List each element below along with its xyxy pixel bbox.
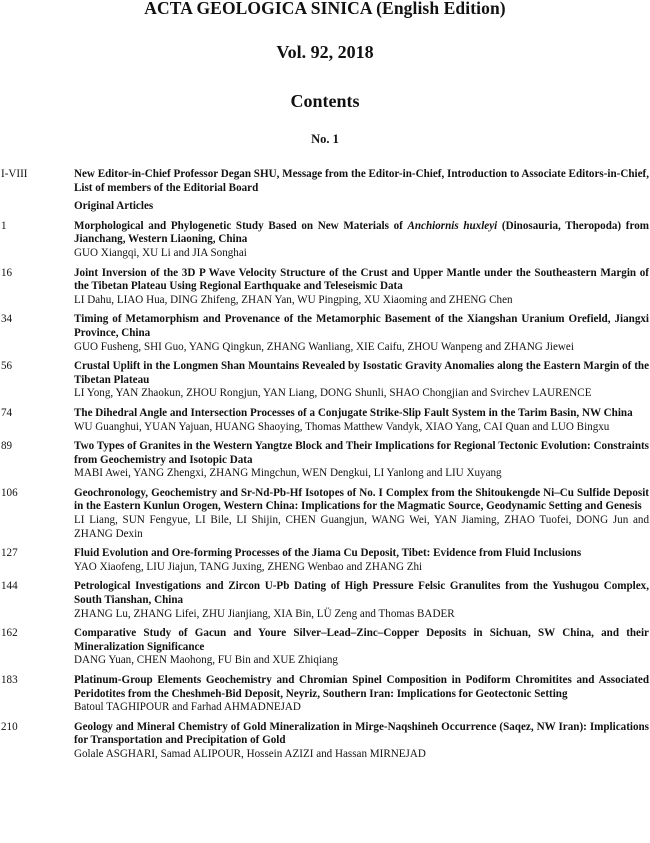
entry-page-number: 210 [1,720,18,733]
entry-page-number: 34 [1,313,13,326]
article-entry[interactable] [0,721,650,762]
article-entry[interactable] [0,267,650,308]
entry-authors: MABI Awei, YANG Zhengxi, ZHANG Mingchun, WEN Dengkui, LI Yanlong and LIU Xuyang [74,467,502,480]
article-entry[interactable] [0,407,650,434]
entry-title: New Editor-in-Chief Professor Degan SHU, Message from the Editor-in-Chief, Introduction to Associate Editors-in-Chief, List of members of the Editorial Board [74,168,649,194]
issue-number: No. 1 [311,132,339,146]
entry-authors: LI Dahu, LIAO Hua, DING Zhifeng, ZHAN Yan, WU Pingping, XU Xiaoming and ZHENG Chen [74,293,513,306]
entry-title: Fluid Evolution and Ore-forming Processes of the Jiama Cu Deposit, Tibet: Evidence from Fluid Inclusions [74,547,582,560]
entry-title: Comparative Study of Gacun and Youre Silver–Lead–Zinc–Copper Deposits in Sichuan, SW China, and their Mineralization Significance [74,627,649,653]
entry-title: The Dihedral Angle and Intersection Processes of a Conjugate Strike-Slip Fault System in the Tarim Basin, NW China [74,406,633,419]
contents-list [0,168,650,762]
entry-authors: GUO Fusheng, SHI Guo, YANG Qingkun, ZHANG Wanliang, XIE Caifu, ZHOU Wanpeng and ZHANG Jiewei [74,340,574,353]
article-entry[interactable] [0,220,650,261]
entry-page-number: 162 [1,627,18,640]
entry-page-number: 106 [1,486,18,499]
entry-title: Morphological and Phylogenetic Study Based on New Materials of Anchiornis huxleyi (Dinosauria, Theropoda) from Jianchang, Western Liaoning, China [74,219,649,246]
entry-authors: LI Yong, YAN Zhaokun, ZHOU Rongjun, YAN Liang, DONG Shunli, SHAO Chongjian and Svirchev LAURENCE [74,387,592,400]
journal-title: ACTA GEOLOGICA SINICA (English Edition) [144,0,506,18]
article-entry[interactable] [0,487,650,541]
entry-title: Geology and Mineral Chemistry of Gold Mineralization in Mirge-Naqshineh Occurrence (Saqez, NW Iran): Implications for Transportation and Precipitation of Gold [74,720,649,747]
entry-page-number: 56 [1,360,13,373]
article-entry[interactable] [0,547,650,574]
article-entry[interactable] [0,627,650,668]
entry-authors: LI Liang, SUN Fengyue, LI Bile, LI Shijin, CHEN Guangjun, WANG Wei, YAN Jiaming, ZHAO Tuofei, DONG Jun and ZHANG Dexin [74,514,649,540]
entry-authors: ZHANG Lu, ZHANG Lifei, ZHU Jianjiang, XIA Bin, LÜ Zeng and Thomas BADER [74,607,455,620]
species-name: Anchiornis huxleyi [407,219,498,232]
contents-heading: Contents [290,91,360,111]
front-matter-entry[interactable] [0,168,650,195]
article-entry[interactable] [0,313,650,354]
entry-page-number: 16 [1,266,13,279]
entry-page-number: 74 [1,406,13,419]
entry-page-number: 1 [1,219,7,232]
article-entry[interactable] [0,440,650,481]
entry-authors: Batoul TAGHIPOUR and Farhad AHMADNEJAD [74,701,301,714]
entry-authors: GUO Xiangqi, XU Li and JIA Songhai [74,246,247,259]
entry-authors: Golale ASGHARI, Samad ALIPOUR, Hossein AZIZI and Hassan MIRNEJAD [74,747,426,760]
entry-title: Crustal Uplift in the Longmen Shan Mountains Revealed by Isostatic Gravity Anomalies along the Eastern Margin of the Tibetan Plateau [74,360,649,386]
entry-title: Geochronology, Geochemistry and Sr-Nd-Pb-Hf Isotopes of No. I Complex from the Shitoukengde Ni–Cu Sulfide Deposit in the Eastern Kunlun Orogen, Western China: Implications for the Magmatic Source, Geodynamic Setting and Genesis [74,486,649,513]
entry-title: Platinum-Group Elements Geochemistry and Chromian Spinel Composition in Podiform Chromitites and Associated Peridotites from the Cheshmeh-Bid Deposit, Neyriz, Southern Iran: Implications for Geotectonic Setting [74,674,649,700]
entry-authors: WU Guanghui, YUAN Yajuan, HUANG Shaoying, Thomas Matthew Vandyk, XIAO Yang, CAI Quan and LUO Bingxu [74,420,610,433]
entry-authors: DANG Yuan, CHEN Maohong, FU Bin and XUE Zhiqiang [74,654,338,667]
entry-page-number: 127 [1,547,18,560]
entry-page-number: 89 [1,440,13,453]
article-entry[interactable] [0,580,650,621]
section-label-original-articles: Original Articles [74,200,154,213]
article-entry[interactable] [0,674,650,715]
entry-page-number: I-VIII [1,168,28,180]
volume-heading: Vol. 92, 2018 [276,42,374,62]
entry-authors: YAO Xiaofeng, LIU Jiajun, TANG Juxing, ZHENG Wenbao and ZHANG Zhi [74,560,423,573]
entry-page-number: 144 [1,580,18,593]
entry-title: Timing of Metamorphism and Provenance of the Metamorphic Basement of the Xiangshan Uranium Orefield, Jiangxi Province, China [74,313,649,339]
entry-page-number: 183 [1,674,18,686]
entry-title: Petrological Investigations and Zircon U-Pb Dating of High Pressure Felsic Granulites from the Yushugou Complex, South Tianshan, China [74,580,649,607]
article-entry[interactable] [0,360,650,401]
entry-title: Joint Inversion of the 3D P Wave Velocity Structure of the Crust and Upper Mantle under the Southeastern Margin of the Tibetan Plateau Using Regional Earthquake and Teleseismic Data [74,266,649,293]
entry-title: Two Types of Granites in the Western Yangtze Block and Their Implications for Regional Tectonic Evolution: Constraints from Geochemistry and Isotopic Data [74,440,649,466]
